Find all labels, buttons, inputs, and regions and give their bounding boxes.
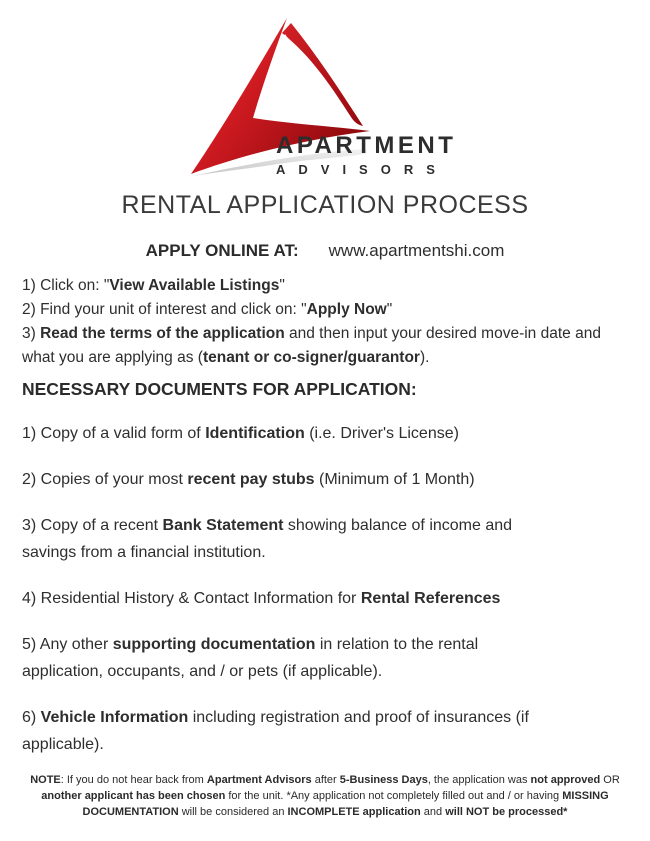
website-url: www.apartmentshi.com (328, 241, 505, 260)
note-text: NOTE: If you do not hear back from Apartment Advisors after 5-Business Days, the application was not approved OR another applicant has been chosen for the unit. *Any application not completely filled out and / or having MISSING DOCUMENTATION will be considered an INCOMPLETE application and will NOT be processed* (30, 774, 620, 818)
document-item-3: 3) Copy of a recent Bank Statement showing balance of income and savings from a financial institution. (22, 517, 513, 561)
step-list (0, 274, 650, 370)
step-item-1: 1) Click on: "View Available Listings" (22, 277, 285, 294)
document-item-5: 5) Any other supporting documentation in relation to the rental application, occupants, and / or pets (if applicable). (22, 636, 479, 680)
apply-online-label: APPLY ONLINE AT: (145, 241, 299, 260)
document-item-1: 1) Copy of a valid form of Identification (i.e. Driver's License) (22, 425, 459, 442)
step-item-3: 3) Read the terms of the application and then input your desired move-in date and what you are applying as (tenant or co-signer/guarantor). (22, 325, 601, 366)
brand-wordmark (276, 132, 456, 177)
document-item-4: 4) Residential History & Contact Information for Rental References (22, 590, 501, 607)
page-title: RENTAL APPLICATION PROCESS (121, 191, 529, 219)
logo (165, 6, 485, 176)
document-item-6: 6) Vehicle Information including registration and proof of insurances (if applicable). (22, 709, 529, 753)
document-list (0, 420, 650, 758)
document-item-2: 2) Copies of your most recent pay stubs (Minimum of 1 Month) (22, 471, 475, 488)
apply-online-row (0, 240, 650, 262)
brand-subname: ADVISORS (276, 162, 448, 177)
brand-name: APARTMENT (276, 132, 457, 159)
documents-heading: NECESSARY DOCUMENTS FOR APPLICATION: (22, 379, 417, 399)
step-item-2: 2) Find your unit of interest and click on: "Apply Now" (22, 301, 393, 318)
